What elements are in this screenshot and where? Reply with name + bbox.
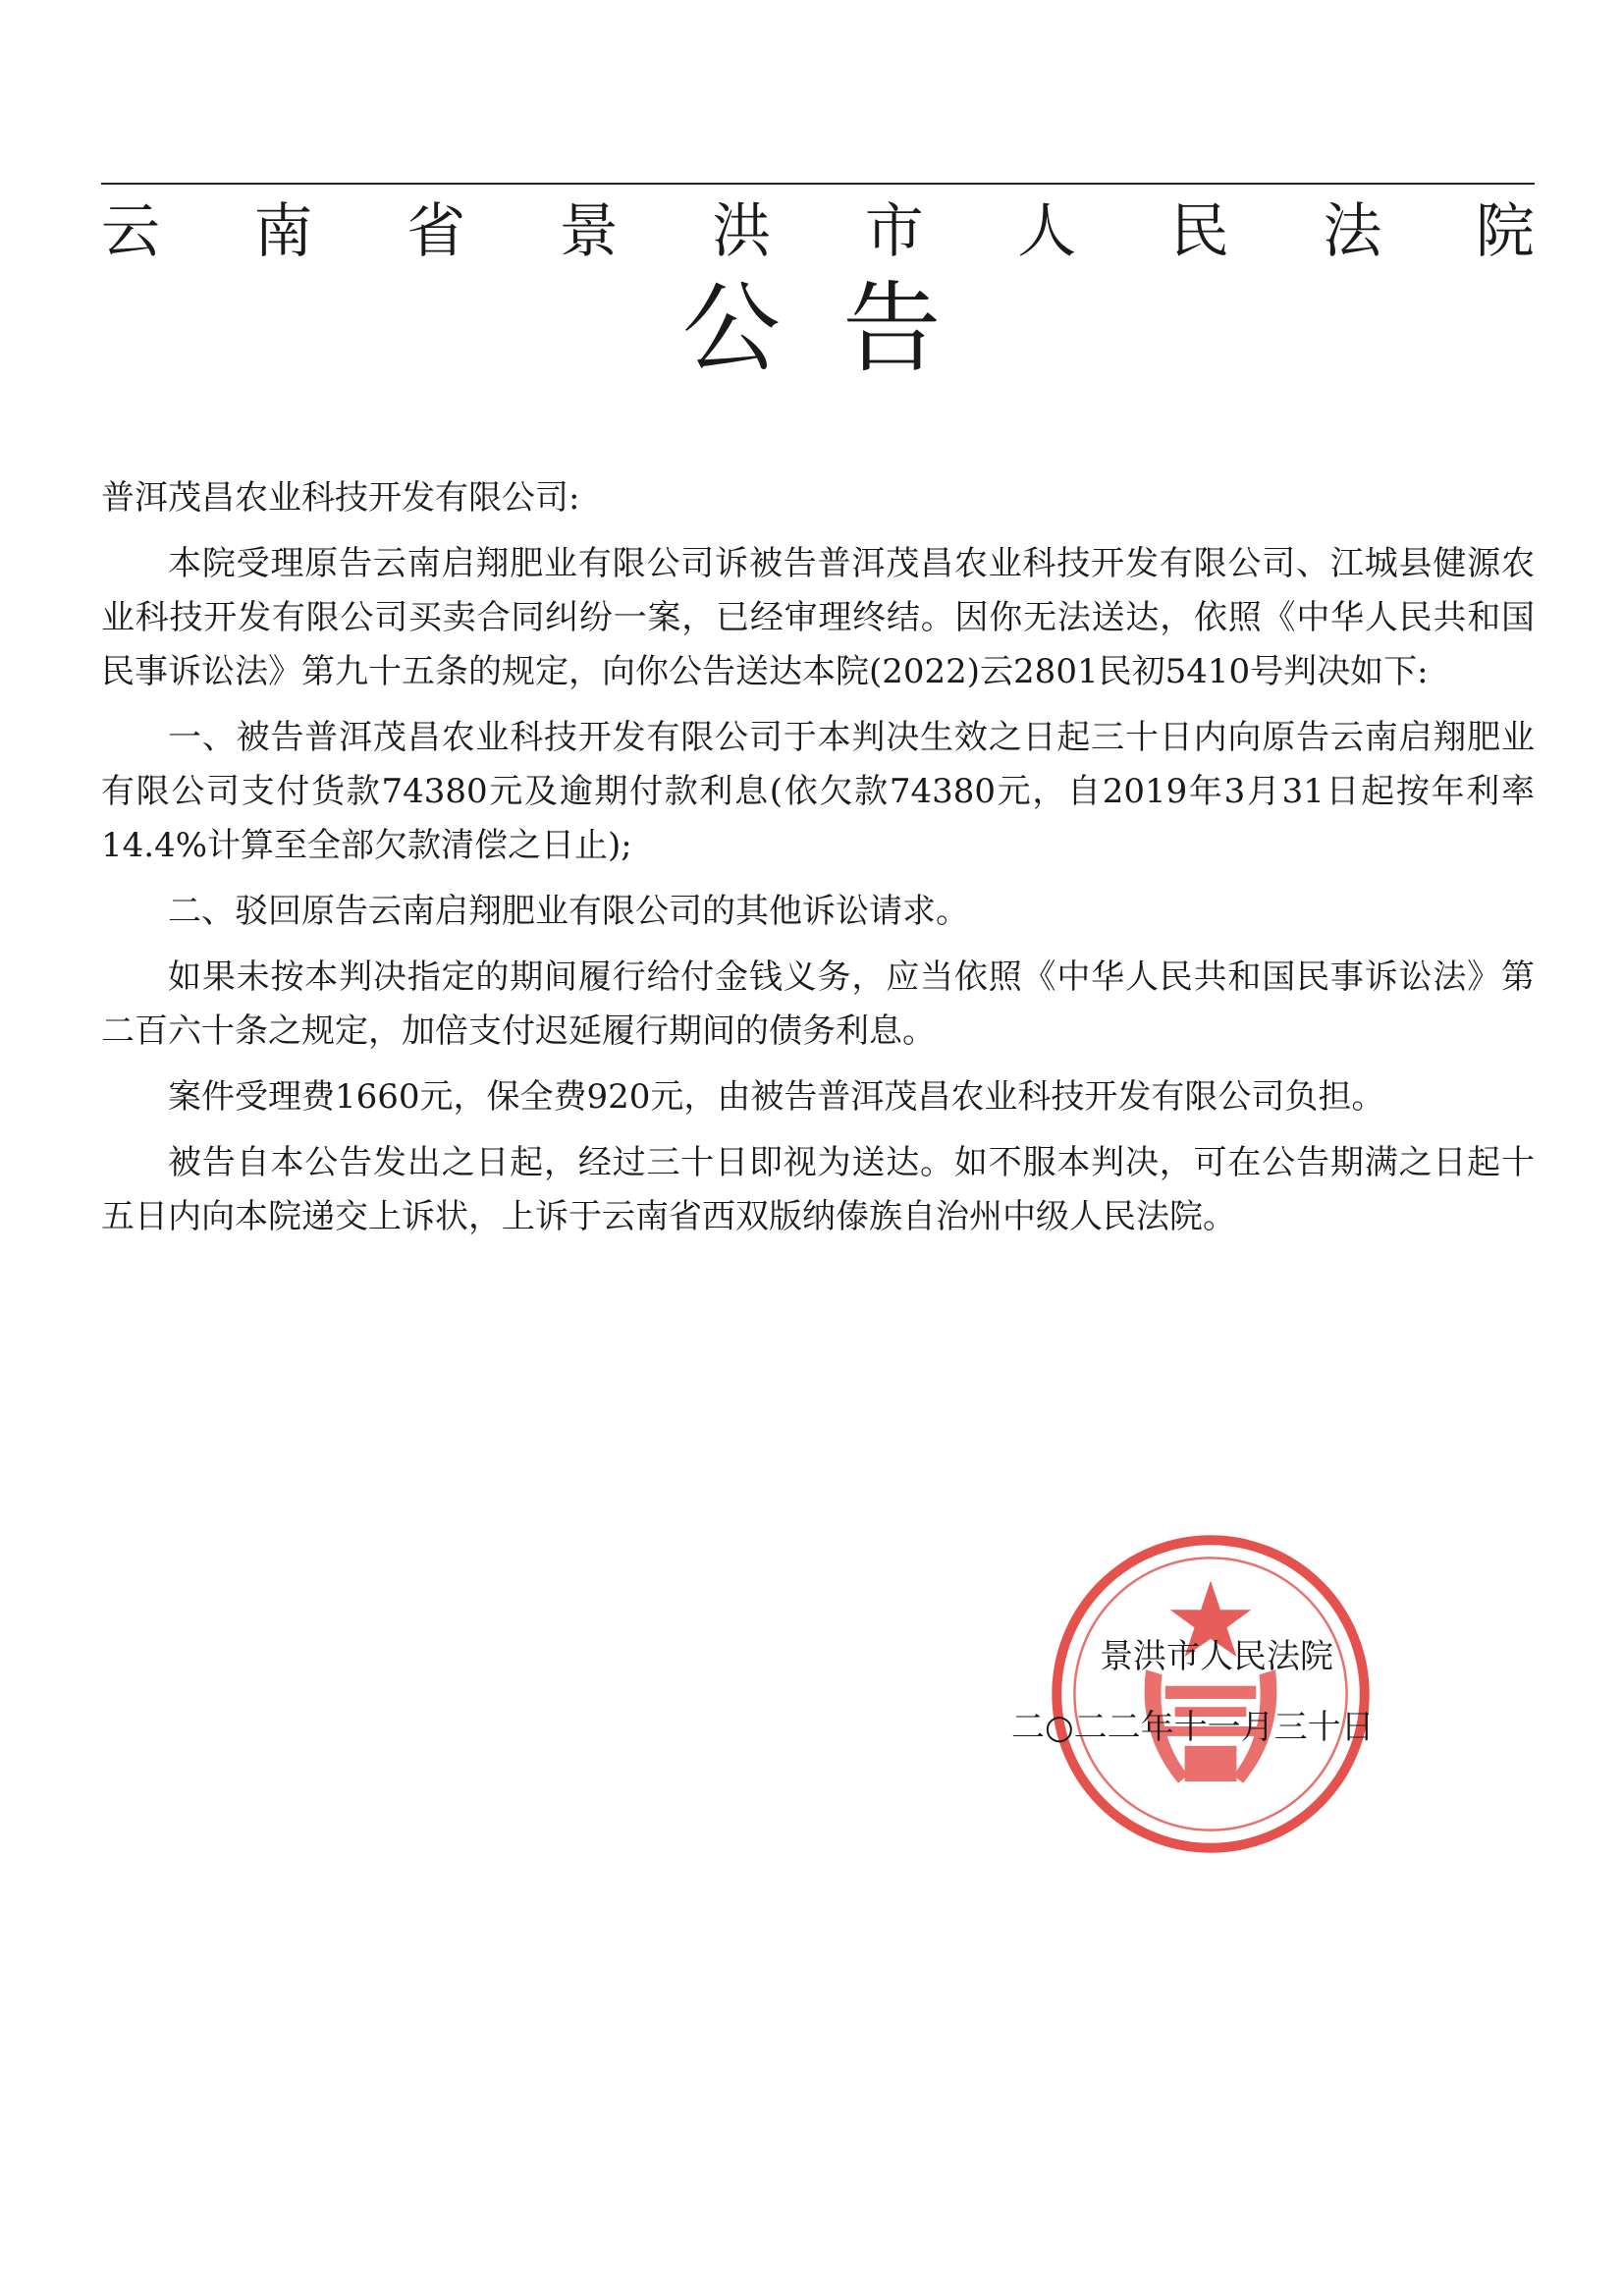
addressee: 普洱茂昌农业科技开发有限公司:: [101, 478, 580, 518]
signing-date: 二○二二年十一月三十日: [1011, 1708, 1375, 1747]
top-rule: [101, 183, 1535, 185]
court-name-char: 云: [101, 197, 160, 266]
court-name-char: 院: [1475, 197, 1535, 266]
court-name-char: 洪: [712, 197, 772, 266]
ruling-item-1: 一、被告普洱茂昌农业科技开发有限公司于本判决生效之日起三十日内向原告云南启翔肥业有限公司支付货款74380元及逾期付款利息(依欠款74380元，自2019年3月31日起按年利率14.4%计算至全部欠款清偿之日止);: [101, 718, 1535, 865]
document-title: 公 告: [681, 271, 942, 386]
court-seal: [1049, 1532, 1373, 1856]
service-notice-paragraph: 被告自本公告发出之日起，经过三十日即视为送达。如不服本判决，可在公告期满之日起十五日内向本院递交上诉状，上诉于云南省西双版纳傣族自治州中级人民法院。: [101, 1143, 1535, 1236]
delay-interest-paragraph: 如果未按本判决指定的期间履行给付金钱义务，应当依照《中华人民共和国民事诉讼法》第二百六十条之规定，加倍支付迟延履行期间的债务利息。: [101, 957, 1535, 1051]
court-name-char: 景: [559, 197, 619, 266]
court-name-char: 法: [1323, 197, 1382, 266]
fees-paragraph: 案件受理费1660元，保全费920元，由被告普洱茂昌农业科技开发有限公司负担。: [168, 1077, 1385, 1117]
court-name-char: 人: [1017, 197, 1077, 266]
court-name-char: 民: [1169, 197, 1229, 266]
ruling-item-2: 二、驳回原告云南启翔肥业有限公司的其他诉讼请求。: [168, 892, 969, 931]
court-name-heading: [101, 192, 1535, 271]
notice-body: [101, 471, 1535, 1256]
court-name-char: 市: [864, 197, 924, 266]
court-name-char: 南: [253, 197, 313, 266]
court-name-char: 省: [406, 197, 466, 266]
signing-court: 景洪市人民法院: [1100, 1637, 1333, 1676]
intro-paragraph: 本院受理原告云南启翔肥业有限公司诉被告普洱茂昌农业科技开发有限公司、江城县健源农业科技开发有限公司买卖合同纠纷一案，已经审理终结。因你无法送达，依照《中华人民共和国民事诉讼法》第九十五条的规定，向你公告送达本院(2022)云2801民初5410号判决如下:: [101, 544, 1535, 691]
